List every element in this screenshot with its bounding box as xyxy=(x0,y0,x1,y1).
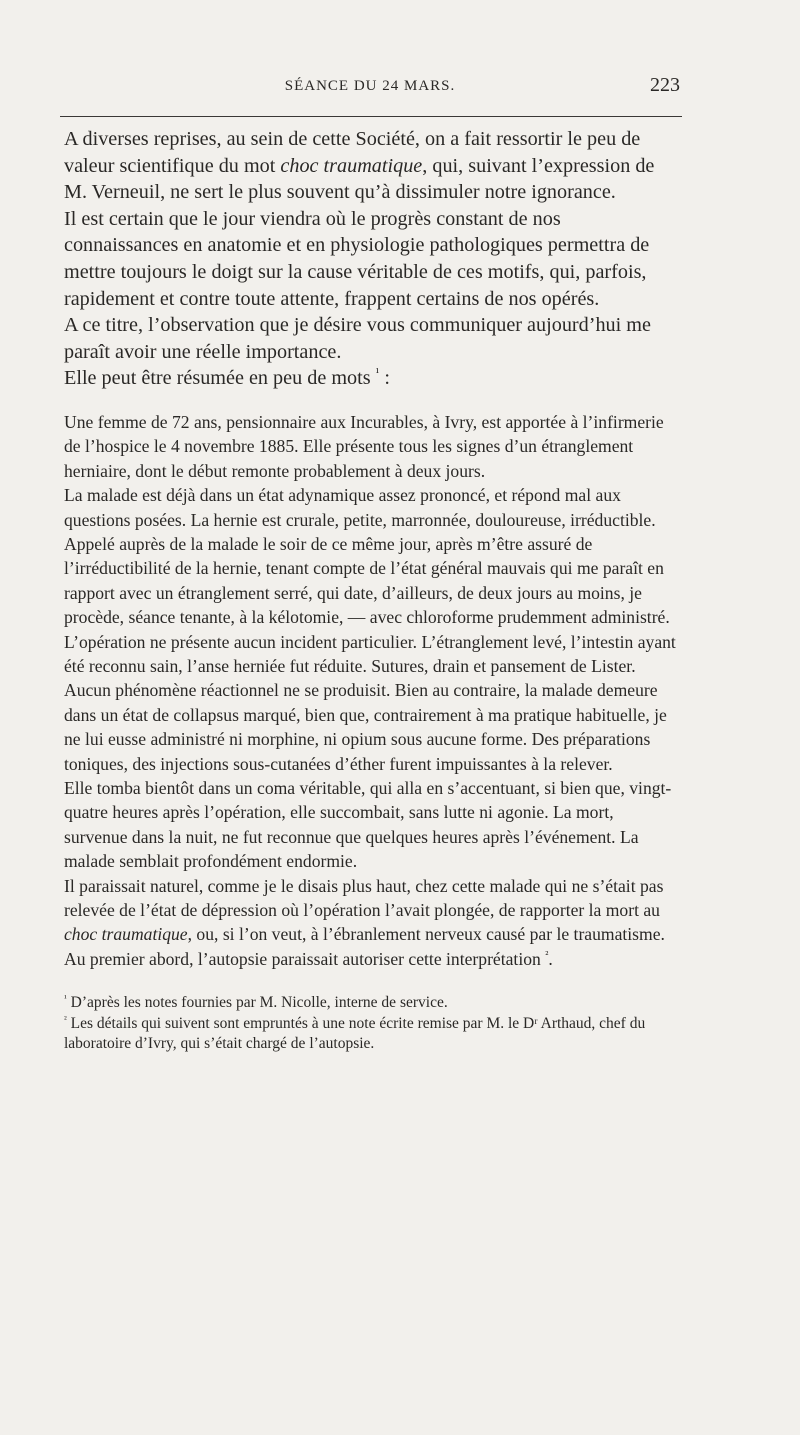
paragraph xyxy=(64,874,680,947)
text-run: . xyxy=(548,948,553,969)
footnotes xyxy=(64,993,680,1055)
paragraph: Une femme de 72 ans, pensionnaire aux Incurables, à Ivry, est apportée à l’infirmerie de l’hospice le 4 novembre 1885. Elle présente tous les signes d’un étranglement herniaire, dont le début remonte probablement à deux jours. xyxy=(64,411,664,481)
paragraph xyxy=(64,206,680,312)
footnote-text: Les détails qui suivent sont empruntés à une note écrite remise par M. le Dʳ Arthaud, chef du laboratoire d’Ivry, qui s’était chargé de l’autopsie. xyxy=(64,1014,646,1053)
paragraph xyxy=(64,365,680,392)
observation-section xyxy=(64,410,680,971)
footnote-text: D’après les notes fournies par M. Nicolle, interne de service. xyxy=(66,994,448,1012)
body-text xyxy=(64,126,680,1055)
emphasis: choc traumatique xyxy=(280,154,423,177)
page-number: 223 xyxy=(650,74,680,96)
text-run: A ce titre, l’observation que je désire vous communiquer aujourd’hui me paraît avoir une réelle importance. xyxy=(64,314,651,363)
paragraph: Appelé auprès de la malade le soir de ce même jour, après m’être assuré de l’irréductibilité de la hernie, tenant compte de l’état général mauvais qui me paraît en rapport avec un étranglement serré, qui date, d’ailleurs, de deux jours au moins, je procède, séance tenante, à la kélotomie, — avec chloroforme prudemment administré. xyxy=(64,533,670,628)
footnote-mark: ¹ xyxy=(64,994,67,1005)
footnote xyxy=(64,993,680,1014)
running-title: SÉANCE DU 24 MARS. xyxy=(284,78,456,94)
text-run: Elle peut être résumée en peu de mots xyxy=(64,367,376,390)
paragraph xyxy=(64,126,680,206)
paragraph: L’opération ne présente aucun incident particulier. L’étranglement levé, l’intestin ayant été reconnu sain, l’anse herniée fut réduite. Sutures, drain et pansement de Lister. xyxy=(64,631,676,676)
paragraph: La malade est déjà dans un état adynamique assez prononcé, et répond mal aux questions posées. La hernie est crurale, petite, marronnée, douloureuse, irréductible. xyxy=(64,485,656,530)
footnote-mark: ² xyxy=(64,1014,67,1025)
footnote xyxy=(64,1014,680,1055)
paragraph: Aucun phénomène réactionnel ne se produisit. Bien au contraire, la malade demeure dans un état de collapsus marqué, bien que, contrairement à ma pratique habituelle, je ne lui eusse administré ni morphine, ni opium sous aucune forme. Des préparations toniques, des injections sous-cutanées d’éther furent impuissantes à la relever. xyxy=(64,680,667,774)
text-run: , qui, suivant l’expression de M. Verneuil, ne sert le plus souvent qu’à dissimuler notre ignorance. xyxy=(64,154,655,204)
text-run: : xyxy=(379,367,390,390)
text-run: Il est certain que le jour viendra où le progrès constant de nos connaissances en anatomie et en physiologie pathologiques permettra de mettre toujours le doigt sur la cause véritable de ces motifs, qui, parfois, rapidement et contre toute attente, frappent certains de nos opérés. xyxy=(64,207,650,310)
emphasis: choc traumatique xyxy=(64,924,188,945)
header-rule xyxy=(60,116,682,117)
running-head xyxy=(60,74,680,100)
text-run: Il paraissait naturel, comme je le disais plus haut, chez cette malade qui ne s’était pas relevée de l’état de dépression où l’opération l’avait plongée, de rapporter la mort au xyxy=(64,875,664,921)
text-run: A diverses reprises, au sein de cette Société, on a fait ressortir le peu de valeur scientifique du mot xyxy=(64,128,641,177)
footnote-ref: ² xyxy=(545,950,549,962)
paragraph xyxy=(64,312,680,365)
paragraph xyxy=(64,947,680,971)
intro-section xyxy=(64,126,680,392)
paragraph: Elle tomba bientôt dans un coma véritable, qui alla en s’accentuant, si bien que, vingt-quatre heures après l’opération, elle succombait, sans lutte ni agonie. La mort, survenue dans la nuit, ne fut reconnue que quelques heures après l’événement. La malade semblait profondément endormie. xyxy=(64,778,672,872)
footnote-ref: ¹ xyxy=(375,365,380,380)
text-run: Au premier abord, l’autopsie paraissait autoriser cette interprétation xyxy=(64,948,546,969)
text-run: , ou, si l’on veut, à l’ébranlement nerveux causé par le traumatisme. xyxy=(187,924,665,945)
